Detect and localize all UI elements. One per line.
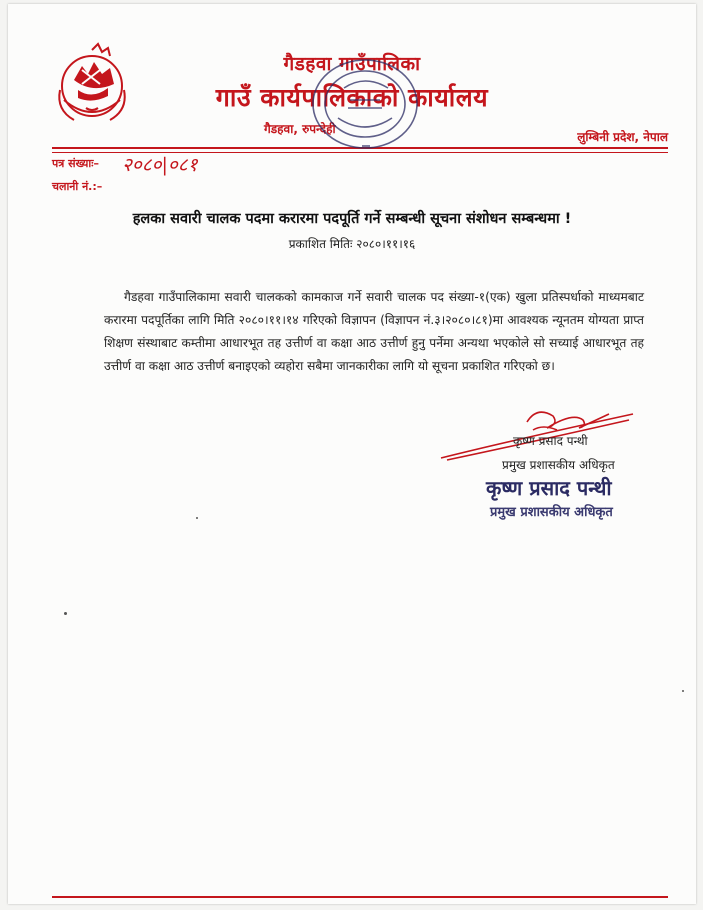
signatory-role: प्रमुख प्रशासकीय अधिकृत <box>502 458 615 472</box>
paper-speck <box>682 690 684 692</box>
role-stamp: प्रमुख प्रशासकीय अधिकृत <box>490 505 613 520</box>
office-seal-stamp-icon <box>304 52 426 162</box>
paper-speck <box>196 517 198 519</box>
name-stamp: कृष्ण प्रसाद पन्थी <box>486 476 612 500</box>
dispatch-number-label: चलानी नं.:– <box>52 180 103 193</box>
signatory-name: कृष्ण प्रसाद पन्थी <box>513 434 588 448</box>
notice-subject: हलका सवारी चालक पदमा करारमा पदपूर्ति गर्ने सम्बन्धी सूचना संशोधन सम्बन्धमा ! <box>132 211 572 227</box>
municipality-name: गैडहवा गाउँपालिका <box>283 53 421 75</box>
letter-number-value: २०८०|०८१ <box>122 154 198 176</box>
office-name: गाउँ कार्यपालिकाको कार्यालय <box>215 83 489 112</box>
notice-body: गैडहवा गाउँपालिकामा सवारी चालकको कामकाज गर्ने सवारी चालक पद संख्या-१(एक) खुला प्रतिस्पर्धाको माध्यमबाट करारमा पदपूर्तिका लागि मिति २०८०।११।१४ गरिएको विज्ञापन (विज्ञापन नं.३।२०८०।८१)मा आवश्यक न्यूनतम योग्यता प्राप्त शिक्षण संस्थाबाट कम्तीमा आधारभूत तह उत्तीर्ण वा कक्षा आठ उत्तीर्ण हुनु पर्नेमा अन्यथा भएकोले सो सच्याई आधारभूत तह उत्तीर्ण वा कक्षा आठ उत्तीर्ण बनाइएको व्यहोरा सबैमा जानकारीका लागि यो सूचना प्रकाशित गरिएको छ। <box>104 290 644 373</box>
office-address: गैडहवा, रुपन्देही <box>264 122 336 136</box>
document-page <box>8 4 696 904</box>
footer-rule <box>52 896 668 898</box>
paper-speck <box>64 612 67 615</box>
province-country: लुम्बिनी प्रदेश, नेपाल <box>577 130 668 144</box>
published-date: प्रकाशित मितिः २०८०।११।१६ <box>288 237 416 251</box>
letter-number-label: पत्र संख्याः– <box>52 157 99 170</box>
